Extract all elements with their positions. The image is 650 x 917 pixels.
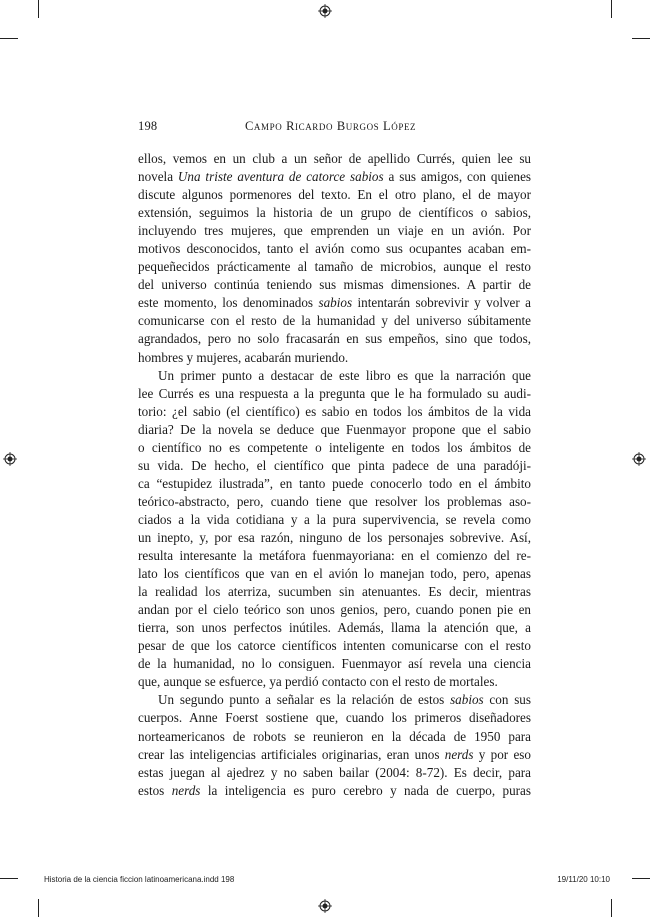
text-line: incluyendo tres mujeres, que emprenden un viaje en un avión. Por	[138, 223, 531, 239]
text-line: norteamericanos de robots se reunieron en la década de 1950 para	[138, 728, 531, 744]
text-line: tierra, son unos perfectos inútiles. Además, llama la atención que, a	[138, 620, 531, 636]
registration-mark-icon	[318, 899, 332, 913]
text-line: estos nerds la inteligencia es puro cerebro y nada de cuerpo, puras	[138, 782, 531, 798]
running-header	[138, 119, 530, 137]
text-line: un inepto, y, por esa razón, ninguno de los personajes sobrevive. Así,	[138, 529, 531, 545]
text-line: resulta interesante la metáfora fuenmayoriana: en el comienzo del re-	[138, 548, 531, 564]
registration-mark-icon	[632, 452, 646, 466]
text-line: comunicarse con el resto de la humanidad y del universo súbitamente	[138, 313, 531, 329]
text-line: del universo continúa teniendo sus mismas dimensiones. A partir de	[138, 277, 531, 293]
crop-mark-top-left-h	[0, 38, 18, 39]
text-line: hombres y mujeres, acabarán muriendo.	[138, 349, 349, 365]
crop-mark-bottom-right-v	[611, 899, 612, 917]
text-line: cuerpos. Anne Foerst sostiene que, cuando los primeros diseñadores	[138, 710, 531, 726]
italic-term: nerds	[444, 746, 474, 762]
italic-term: Una triste aventura de catorce sabios	[177, 169, 384, 185]
text-line: novela Una triste aventura de catorce sabios a sus amigos, con quienes	[138, 169, 531, 185]
text-line: este momento, los denominados sabios intentarán sobrevivir y volver a	[138, 295, 531, 311]
registration-mark-icon	[3, 452, 17, 466]
crop-mark-bottom-left-h	[0, 878, 18, 879]
text-line: pesar de que los catorce científicos intenten comunicarse con el resto	[138, 638, 531, 654]
text-line: Un segundo punto a señalar es la relación de estos sabios con sus	[158, 692, 531, 708]
body-text	[138, 150, 531, 800]
crop-mark-bottom-right-h	[632, 878, 650, 879]
text-line: la realidad los aterriza, sucumben sin atenuantes. Es decir, mientras	[138, 584, 531, 600]
text-line: estas juegan al ajedrez y no saben bailar (2004: 8-72). Es decir, para	[138, 764, 531, 780]
text-line: su vida. De hecho, el científico que pinta padece de una paradóji-	[138, 457, 531, 473]
text-line: motivos desconocidos, tanto el avión como sus ocupantes acaban em-	[138, 241, 531, 257]
text-line: pequeñecidos prácticamente al tamaño de microbios, aunque el resto	[138, 259, 531, 275]
slug-filename: Historia de la ciencia ficcion latinoamericana.indd 198	[44, 875, 235, 884]
crop-mark-top-right-h	[632, 38, 650, 39]
text-line: teórico-abstracto, pero, cuando tiene que resolver los problemas aso-	[138, 493, 531, 509]
text-line: de la humanidad, no lo consiguen. Fuenmayor así revela una ciencia	[138, 656, 531, 672]
crop-mark-top-left-v	[38, 0, 39, 18]
registration-mark-icon	[318, 4, 332, 18]
text-line: ca “estupidez ilustrada”, en tanto puede conocerlo todo en el ámbito	[138, 475, 531, 491]
slug-datetime: 19/11/20 10:10	[557, 875, 610, 884]
text-line: extensión, seguimos la historia de un grupo de científicos o sabios,	[138, 205, 531, 221]
text-line: andan por el cielo teórico son unos genios, pero, cuando ponen pie en	[138, 602, 531, 618]
text-line: torio: ¿el sabio (el científico) es sabio en todos los ámbitos de la vida	[138, 403, 531, 419]
running-head-author: Campo Ricardo Burgos López	[245, 119, 417, 133]
page-number: 198	[138, 119, 158, 133]
text-line: que, aunque se esfuerce, ya perdió contacto con el resto de mortales.	[138, 674, 498, 690]
text-line: lato los científicos que van en el avión lo manejan todo, pero, apenas	[138, 566, 531, 582]
text-line: crear las inteligencias artificiales originarias, eran unos nerds y por eso	[138, 746, 531, 762]
printer-slug	[44, 875, 610, 887]
italic-term: nerds	[171, 782, 201, 798]
italic-term: sabios	[450, 692, 484, 708]
text-line: diaria? De la novela se deduce que Fuenmayor propone que el sabio	[138, 421, 531, 437]
crop-mark-top-right-v	[611, 0, 612, 18]
text-line: ellos, vemos en un club a un señor de apellido Currés, quien lee su	[138, 151, 531, 166]
text-line: o científico no es competente o inteligente en todos los ámbitos de	[138, 439, 531, 455]
text-line: lee Currés es una respuesta a la pregunta que le ha formulado su audi-	[138, 385, 531, 401]
text-line: agrandados, pero no solo fracasarán en sus empeños, sino que todos,	[138, 331, 531, 347]
italic-term: sabios	[318, 295, 353, 311]
text-line: discute algunos pormenores del texto. En el otro plano, el de mayor	[138, 187, 531, 203]
text-line: Un primer punto a destacar de este libro es que la narración que	[158, 367, 531, 383]
crop-mark-bottom-left-v	[38, 899, 39, 917]
text-line: ciados a la vida cotidiana y a la pura supervivencia, se revela como	[138, 511, 531, 527]
